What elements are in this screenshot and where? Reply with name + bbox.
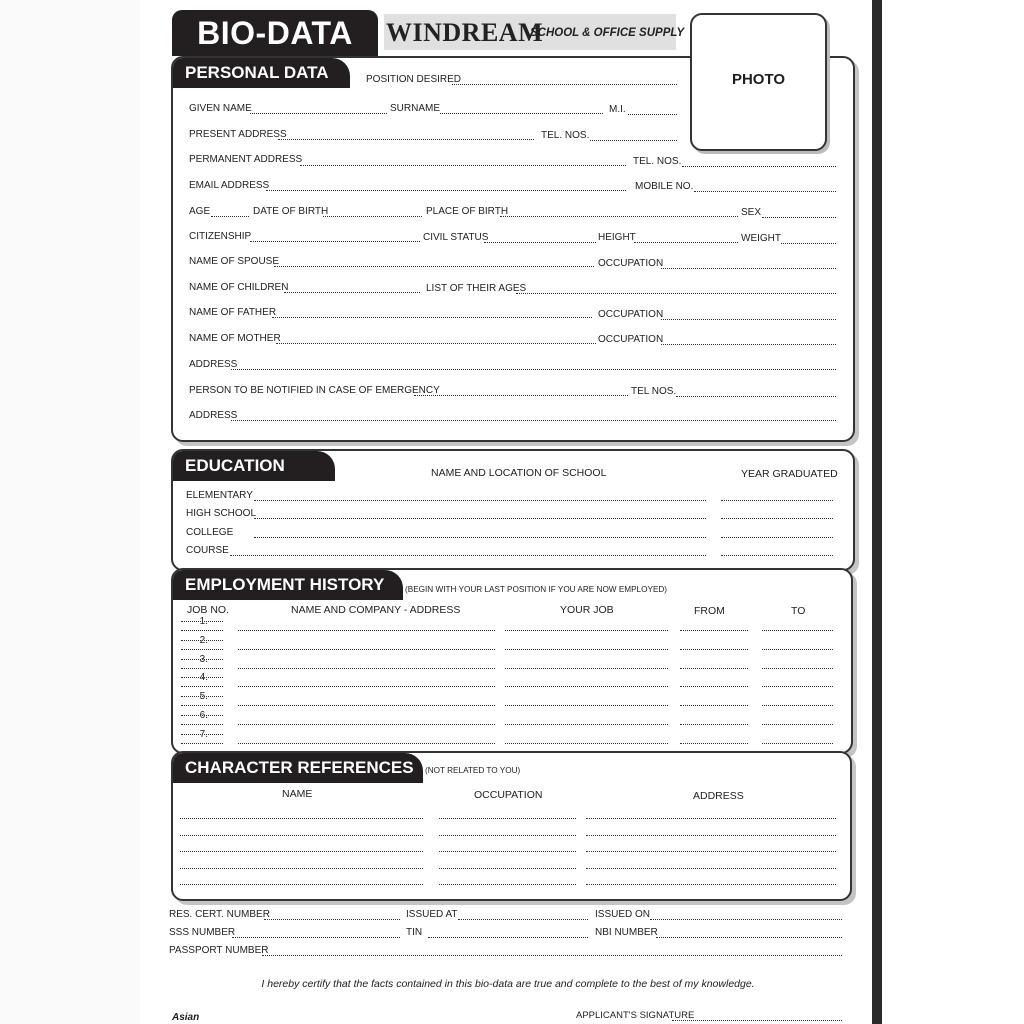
mobile-label: MOBILE NO.: [635, 181, 694, 192]
signature-label: APPLICANT'S SIGNATURE: [576, 1010, 695, 1021]
pob-label: PLACE OF BIRTH: [426, 206, 509, 217]
present-address-field[interactable]: [278, 139, 534, 140]
weight-field[interactable]: [781, 243, 836, 244]
school-field[interactable]: [254, 500, 706, 501]
occupation-field[interactable]: [661, 319, 836, 320]
job-no-field[interactable]: [181, 659, 223, 660]
civil-status-field[interactable]: [484, 242, 596, 243]
job-no-field[interactable]: [181, 743, 223, 744]
education-row-label: HIGH SCHOOL: [186, 508, 257, 520]
employment-note: (BEGIN WITH YOUR LAST POSITION IF YOU ARE NOW EMPLOYED): [405, 585, 668, 594]
occupation-label: OCCUPATION: [598, 334, 664, 345]
to-field[interactable]: [762, 630, 833, 631]
job-number: 3.: [199, 653, 208, 665]
your-job-field[interactable]: [505, 705, 668, 706]
your-job-field[interactable]: [505, 630, 668, 631]
certification-statement: I hereby certify that the facts contained in this bio-data are true and complete to the best of my knowledge.: [261, 978, 755, 990]
year-graduated-field[interactable]: [721, 500, 833, 501]
photo-label: PHOTO: [731, 71, 786, 88]
your-job-field[interactable]: [505, 649, 668, 650]
company-address-field[interactable]: [238, 724, 495, 725]
father-field[interactable]: [272, 317, 592, 318]
address-field[interactable]: [231, 369, 836, 370]
mobile-field[interactable]: [694, 191, 836, 192]
from-field[interactable]: [680, 668, 748, 669]
your-job-field[interactable]: [505, 724, 668, 725]
mi-label: M.I.: [609, 104, 626, 115]
reference-name-field[interactable]: [180, 884, 423, 885]
pob-field[interactable]: [500, 216, 738, 217]
tel-nos-field[interactable]: [676, 396, 836, 397]
passport-field[interactable]: [262, 955, 842, 956]
occupation-field[interactable]: [661, 344, 836, 345]
mi-field[interactable]: [628, 114, 677, 115]
email-field[interactable]: [266, 190, 626, 191]
job-number: 7.: [199, 728, 208, 740]
company-address-field[interactable]: [238, 649, 495, 650]
mother-field[interactable]: [276, 343, 596, 344]
occupation-column-header: OCCUPATION: [474, 789, 543, 801]
from-field[interactable]: [680, 630, 748, 631]
references-note: (NOT RELATED TO YOU): [425, 766, 521, 775]
name-column-header: NAME: [282, 788, 313, 800]
to-field[interactable]: [762, 724, 833, 725]
job-no-field[interactable]: [181, 696, 223, 697]
from-field[interactable]: [680, 649, 748, 650]
occupation-label: OCCUPATION: [598, 258, 664, 269]
tin-field[interactable]: [428, 937, 588, 938]
job-no-field[interactable]: [181, 649, 223, 650]
maker-logo: Asian: [172, 1012, 200, 1023]
to-field[interactable]: [762, 743, 833, 744]
your-job-field[interactable]: [505, 686, 668, 687]
father-label: NAME OF FATHER: [189, 307, 277, 318]
present-address-label: PRESENT ADDRESS: [189, 129, 287, 140]
tel-nos-label: TEL NOS.: [631, 386, 677, 397]
to-column-header: TO: [791, 605, 806, 617]
surname-field[interactable]: [440, 113, 603, 114]
personal-data-title: PERSONAL DATA: [173, 58, 350, 88]
job-no-column-header: JOB NO.: [187, 604, 230, 616]
issued-on-label: ISSUED ON: [595, 909, 651, 920]
brand-subtitle: SCHOOL & OFFICE SUPPLY: [530, 27, 685, 39]
tel-nos-label: TEL. NOS.: [633, 156, 682, 167]
job-no-field[interactable]: [181, 686, 223, 687]
reference-occupation-field[interactable]: [439, 851, 576, 852]
issued-at-field[interactable]: [458, 919, 588, 920]
company-column-header: NAME AND COMPANY - ADDRESS: [291, 604, 461, 616]
tel-nos-field[interactable]: [590, 140, 677, 141]
year-graduated-field[interactable]: [721, 537, 833, 538]
occupation-field[interactable]: [661, 268, 836, 269]
nbi-field[interactable]: [656, 937, 842, 938]
to-field[interactable]: [762, 705, 833, 706]
your-job-field[interactable]: [505, 743, 668, 744]
company-address-field[interactable]: [238, 668, 495, 669]
school-field[interactable]: [230, 555, 706, 556]
education-title: EDUCATION: [173, 451, 335, 481]
address-label: ADDRESS: [189, 359, 238, 370]
signature-field[interactable]: [672, 1020, 842, 1021]
address-column-header: ADDRESS: [693, 790, 744, 802]
passport-label: PASSPORT NUMBER: [169, 945, 269, 956]
from-column-header: FROM: [694, 605, 725, 617]
education-row-label: COLLEGE: [186, 526, 234, 538]
mother-label: NAME OF MOTHER: [189, 333, 281, 344]
sex-label: SEX: [741, 207, 762, 218]
weight-label: WEIGHT: [741, 233, 781, 244]
form-title: BIO-DATA: [172, 10, 378, 56]
given-name-label: GIVEN NAME: [189, 103, 252, 114]
children-label: NAME OF CHILDREN: [189, 282, 289, 293]
photo-box[interactable]: [690, 13, 827, 151]
reference-address-field[interactable]: [586, 868, 836, 869]
sex-field[interactable]: [762, 217, 836, 218]
brand-name: WINDREAM: [386, 18, 544, 47]
job-number: 6.: [199, 710, 208, 721]
job-number: 2.: [199, 634, 208, 646]
spouse-field[interactable]: [274, 266, 594, 267]
ages-field[interactable]: [516, 293, 836, 294]
surname-label: SURNAME: [390, 103, 441, 114]
reference-address-field[interactable]: [586, 884, 836, 885]
to-field[interactable]: [762, 668, 833, 669]
emergency-contact-label: PERSON TO BE NOTIFIED IN CASE OF EMERGENCY: [189, 385, 440, 396]
address-field[interactable]: [231, 420, 836, 421]
issued-at-label: ISSUED AT: [406, 909, 458, 920]
year-graduated-field[interactable]: [721, 518, 833, 519]
tel-nos-field[interactable]: [682, 166, 836, 167]
reference-occupation-field[interactable]: [439, 884, 576, 885]
permanent-address-field[interactable]: [300, 165, 626, 166]
position-desired-label: POSITION DESIRED: [366, 74, 462, 85]
res-cert-label: RES. CERT. NUMBER: [169, 909, 270, 920]
year-column-header: YEAR GRADUATED: [741, 468, 838, 480]
reference-name-field[interactable]: [180, 835, 423, 836]
education-row-label: COURSE: [186, 544, 229, 556]
from-field[interactable]: [680, 686, 748, 687]
school-field[interactable]: [254, 518, 706, 519]
education-row-label: ELEMENTARY: [186, 490, 253, 501]
school-field[interactable]: [254, 537, 706, 538]
job-no-field[interactable]: [181, 724, 223, 725]
to-field[interactable]: [762, 649, 833, 650]
job-no-field[interactable]: [181, 715, 223, 716]
company-address-field[interactable]: [238, 630, 495, 631]
civil-status-label: CIVIL STATUS: [423, 232, 489, 243]
reference-address-field[interactable]: [586, 851, 836, 852]
reference-occupation-field[interactable]: [439, 835, 576, 836]
reference-occupation-field[interactable]: [439, 868, 576, 869]
spouse-label: NAME OF SPOUSE: [189, 256, 280, 267]
given-name-field[interactable]: [250, 113, 387, 114]
job-no-field[interactable]: [181, 668, 223, 669]
reference-name-field[interactable]: [180, 851, 423, 852]
scan-margin-right: [882, 0, 1024, 1024]
to-field[interactable]: [762, 686, 833, 687]
dob-field[interactable]: [323, 216, 422, 217]
permanent-address-label: PERMANENT ADDRESS: [189, 154, 303, 165]
reference-address-field[interactable]: [586, 835, 836, 836]
children-field[interactable]: [284, 292, 420, 293]
job-no-field[interactable]: [181, 621, 223, 622]
employment-history-title: EMPLOYMENT HISTORY: [173, 570, 403, 600]
citizenship-field[interactable]: [250, 241, 420, 242]
ages-label: LIST OF THEIR AGES: [426, 283, 527, 294]
your-job-field[interactable]: [505, 668, 668, 669]
age-label: AGE: [189, 206, 211, 217]
job-number: 4.: [199, 672, 208, 684]
from-field[interactable]: [680, 705, 748, 706]
res-cert-field[interactable]: [264, 919, 400, 920]
job-no-field[interactable]: [181, 630, 223, 631]
reference-occupation-field[interactable]: [439, 818, 576, 819]
job-no-field[interactable]: [181, 705, 223, 706]
company-address-field[interactable]: [238, 686, 495, 687]
citizenship-label: CITIZENSHIP: [189, 231, 252, 242]
age-field[interactable]: [211, 216, 249, 217]
nbi-label: NBI NUMBER: [595, 927, 658, 938]
tin-label: TIN: [406, 927, 423, 938]
company-address-field[interactable]: [238, 705, 495, 706]
dob-label: DATE OF BIRTH: [253, 206, 329, 217]
email-label: EMAIL ADDRESS: [189, 180, 270, 191]
job-number: 5.: [199, 691, 208, 703]
company-address-field[interactable]: [238, 743, 495, 744]
from-field[interactable]: [680, 724, 748, 725]
reference-name-field[interactable]: [180, 818, 423, 819]
occupation-label: OCCUPATION: [598, 309, 664, 320]
sss-field[interactable]: [232, 937, 400, 938]
tel-nos-label: TEL. NOS.: [541, 130, 590, 141]
height-field[interactable]: [634, 242, 738, 243]
job-no-field[interactable]: [181, 677, 223, 678]
emergency-contact-field[interactable]: [414, 395, 628, 396]
your-job-column-header: YOUR JOB: [560, 604, 614, 616]
issued-on-field[interactable]: [650, 919, 842, 920]
from-field[interactable]: [680, 743, 748, 744]
school-column-header: NAME AND LOCATION OF SCHOOL: [431, 467, 607, 479]
job-no-field[interactable]: [181, 734, 223, 735]
position-desired-field[interactable]: [452, 84, 677, 85]
reference-name-field[interactable]: [180, 868, 423, 869]
scan-edge-shadow: [872, 0, 882, 1024]
sss-label: SSS NUMBER: [169, 927, 236, 938]
job-number: 1.: [199, 616, 208, 627]
reference-address-field[interactable]: [586, 818, 836, 819]
address-label: ADDRESS: [189, 410, 238, 421]
height-label: HEIGHT: [598, 232, 636, 243]
year-graduated-field[interactable]: [721, 555, 833, 556]
scan-margin-left: [0, 0, 140, 1024]
job-no-field[interactable]: [181, 640, 223, 641]
character-references-title: CHARACTER REFERENCES: [173, 753, 423, 783]
